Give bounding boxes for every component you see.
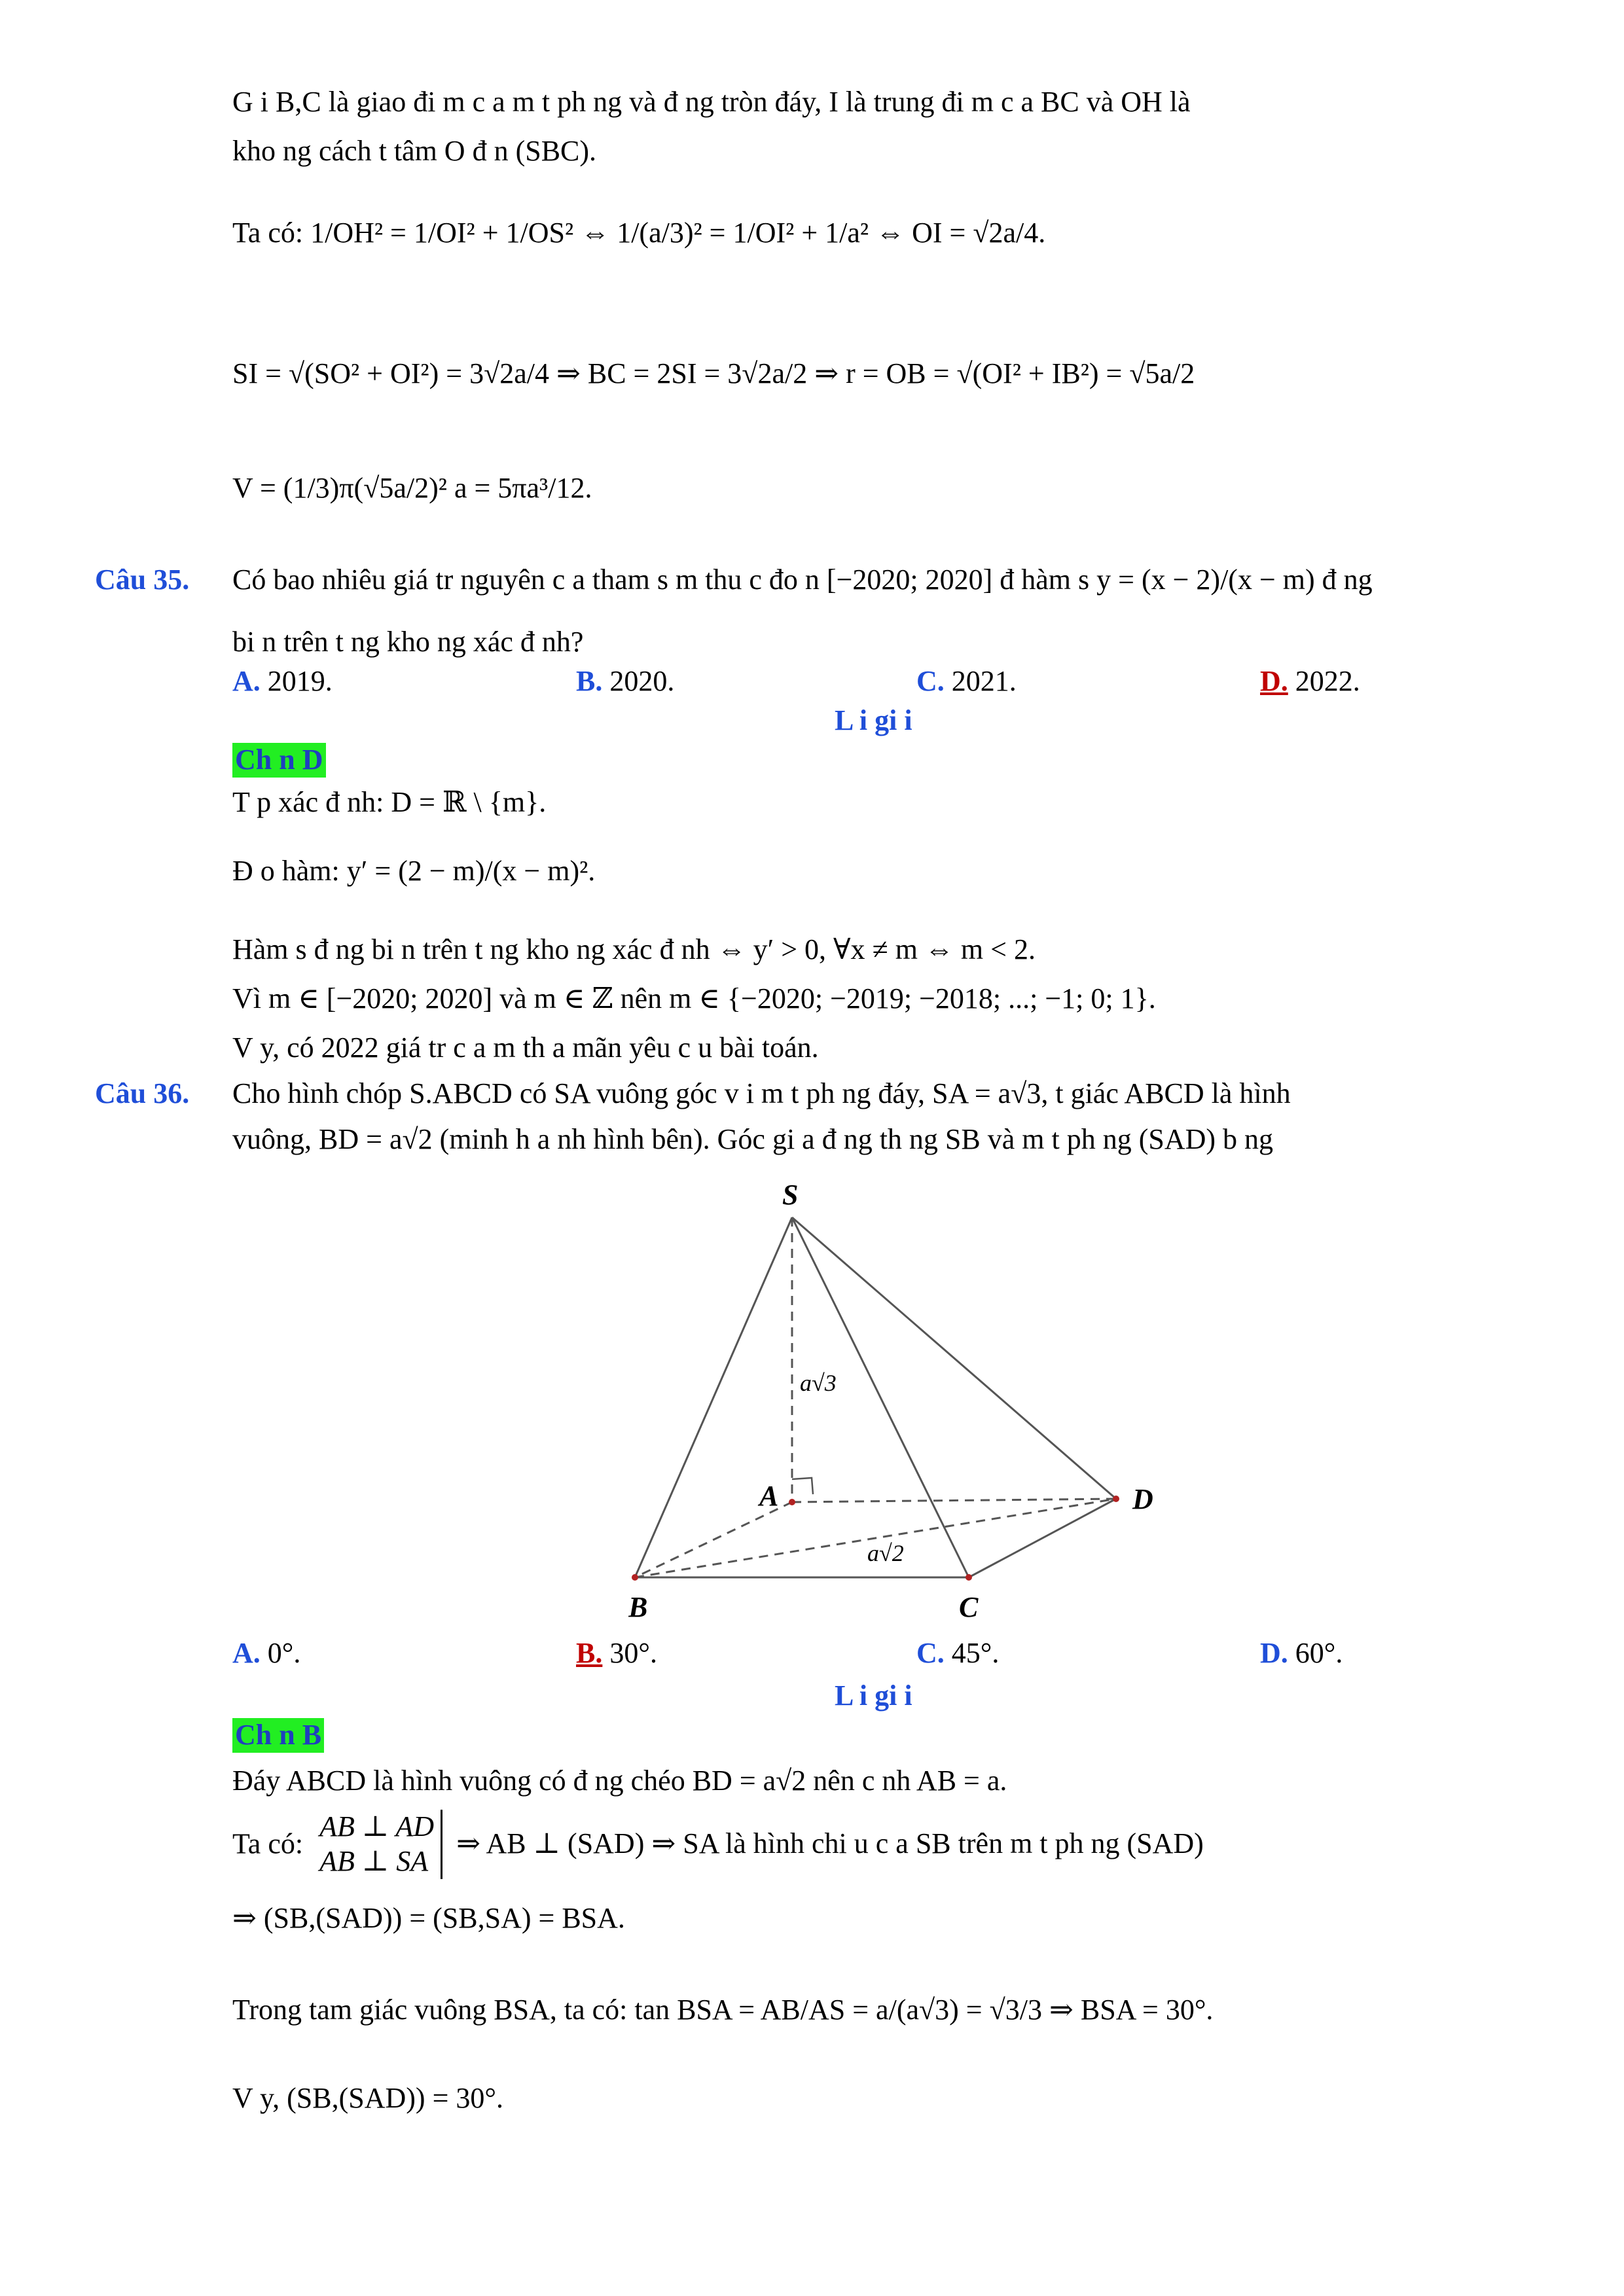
solution-prefix: Ta có: xyxy=(232,1827,304,1860)
option-key-correct: D. xyxy=(1260,665,1288,697)
point-a xyxy=(789,1499,795,1505)
point-d xyxy=(1113,1496,1119,1502)
option-key: A. xyxy=(232,665,261,697)
option-key: B. xyxy=(576,665,603,697)
option-key-correct: B. xyxy=(576,1637,603,1669)
point-c xyxy=(965,1574,972,1581)
option-a[interactable] xyxy=(232,1636,300,1671)
solution-line: ⇒ (SB,(SAD)) = (SB,SA) = BSA. xyxy=(232,1902,625,1934)
label-bd: a√2 xyxy=(867,1540,904,1566)
question-text: vuông, BD = a√2 (minh h a nh hình bên). Góc gi a đ ng th ng SB và m t ph ng (SAD) b ng xyxy=(232,1123,1274,1155)
text-line: kho ng cách t tâm O đ n (SBC). xyxy=(232,135,597,167)
option-value: 2021. xyxy=(951,665,1017,697)
pyramid-figure xyxy=(628,1165,1185,1623)
question-text: bi n trên t ng kho ng xác đ nh? xyxy=(232,626,584,658)
question-label: Câu 35. xyxy=(95,564,190,596)
chosen-answer: Ch n D xyxy=(232,743,326,778)
question-label: Câu 36. xyxy=(95,1077,190,1109)
edge-sb xyxy=(635,1217,792,1577)
point-b xyxy=(632,1574,638,1581)
solution-line: V y, (SB,(SAD)) = 30°. xyxy=(232,2082,503,2114)
option-value: 60°. xyxy=(1295,1637,1343,1669)
option-value: 2019. xyxy=(267,665,333,697)
option-key: D. xyxy=(1260,1637,1288,1669)
label-b: B xyxy=(628,1591,648,1623)
question-text: Cho hình chóp S.ABCD có SA vuông góc v i m t ph ng đáy, SA = a√3, t giác ABCD là hình xyxy=(232,1077,1291,1109)
option-value: 0°. xyxy=(267,1637,301,1669)
solution-line: Đáy ABCD là hình vuông có đ ng chéo BD = a√2 nên c nh AB = a. xyxy=(232,1765,1007,1797)
chosen-answer: Ch n B xyxy=(232,1718,324,1753)
option-b[interactable] xyxy=(576,664,674,699)
option-a[interactable] xyxy=(232,664,333,699)
formula-line: SI = √(SO² + OI²) = 3√2a/4 ⇒ BC = 2SI = 3√2a/2 ⇒ r = OB = √(OI² + IB²) = √5a/2 xyxy=(232,357,1195,389)
edge-ab xyxy=(635,1502,792,1577)
option-d[interactable] xyxy=(1260,1636,1343,1671)
edge-ad xyxy=(792,1499,1116,1502)
label-sa: a√3 xyxy=(800,1370,837,1396)
solution-title: L i gi i xyxy=(835,704,912,736)
solution-line: Trong tam giác vuông BSA, ta có: tan BSA = AB/AS = a/(a√3) = √3/3 ⇒ BSA = 30°. xyxy=(232,1994,1214,2026)
solution-line: Hàm s đ ng bi n trên t ng kho ng xác đ nh ⇔ y′ > 0, ∀x ≠ m ⇔ m < 2. xyxy=(232,933,1036,965)
label-a: A xyxy=(759,1480,779,1512)
solution-line: Vì m ∈ [−2020; 2020] và m ∈ ℤ nên m ∈ {−2020; −2019; −2018; ...; −1; 0; 1}. xyxy=(232,982,1156,1014)
label-c: C xyxy=(959,1591,979,1623)
condition-2: AB ⊥ SA xyxy=(319,1844,429,1877)
option-key: C. xyxy=(916,1637,945,1669)
formula-line: Ta có: 1/OH² = 1/OI² + 1/OS² ⇔ 1/(a/3)² = 1/OI² + 1/a² ⇔ OI = √2a/4. xyxy=(232,217,1046,249)
solution-line: Đ o hàm: y′ = (2 − m)/(x − m)². xyxy=(232,855,596,887)
text-line: G i B,C là giao đi m c a m t ph ng và đ ng tròn đáy, I là trung đi m c a BC và OH là xyxy=(232,86,1191,118)
option-value: 2020. xyxy=(609,665,675,697)
solution-line: V y, có 2022 giá tr c a m th a mãn yêu c u bài toán. xyxy=(232,1031,819,1064)
formula-line: V = (1/3)π(√5a/2)² a = 5πa³/12. xyxy=(232,472,592,504)
option-value: 30°. xyxy=(609,1637,657,1669)
label-d: D xyxy=(1132,1483,1153,1515)
edge-sc xyxy=(792,1217,969,1577)
option-c[interactable] xyxy=(916,664,1017,699)
option-value: 45°. xyxy=(951,1637,1000,1669)
label-s: S xyxy=(782,1179,799,1211)
solution-system xyxy=(232,1810,1204,1879)
option-value: 2022. xyxy=(1295,665,1360,697)
option-b[interactable] xyxy=(576,1636,657,1671)
option-key: A. xyxy=(232,1637,261,1669)
question-text: Có bao nhiêu giá tr nguyên c a tham s m thu c đo n [−2020; 2020] đ hàm s y = (x − 2)/(x − m) đ ng xyxy=(232,564,1373,596)
solution-title: L i gi i xyxy=(835,1679,912,1712)
option-key: C. xyxy=(916,665,945,697)
solution-line: T p xác đ nh: D = ℝ \ {m}. xyxy=(232,786,547,818)
solution-conclusion: ⇒ AB ⊥ (SAD) ⇒ SA là hình chi u c a SB trên m t ph ng (SAD) xyxy=(456,1827,1204,1860)
condition-1: AB ⊥ AD xyxy=(319,1810,435,1842)
edge-sd xyxy=(792,1217,1116,1499)
option-c[interactable] xyxy=(916,1636,999,1671)
option-d[interactable] xyxy=(1260,664,1360,699)
right-angle-mark xyxy=(792,1478,813,1494)
